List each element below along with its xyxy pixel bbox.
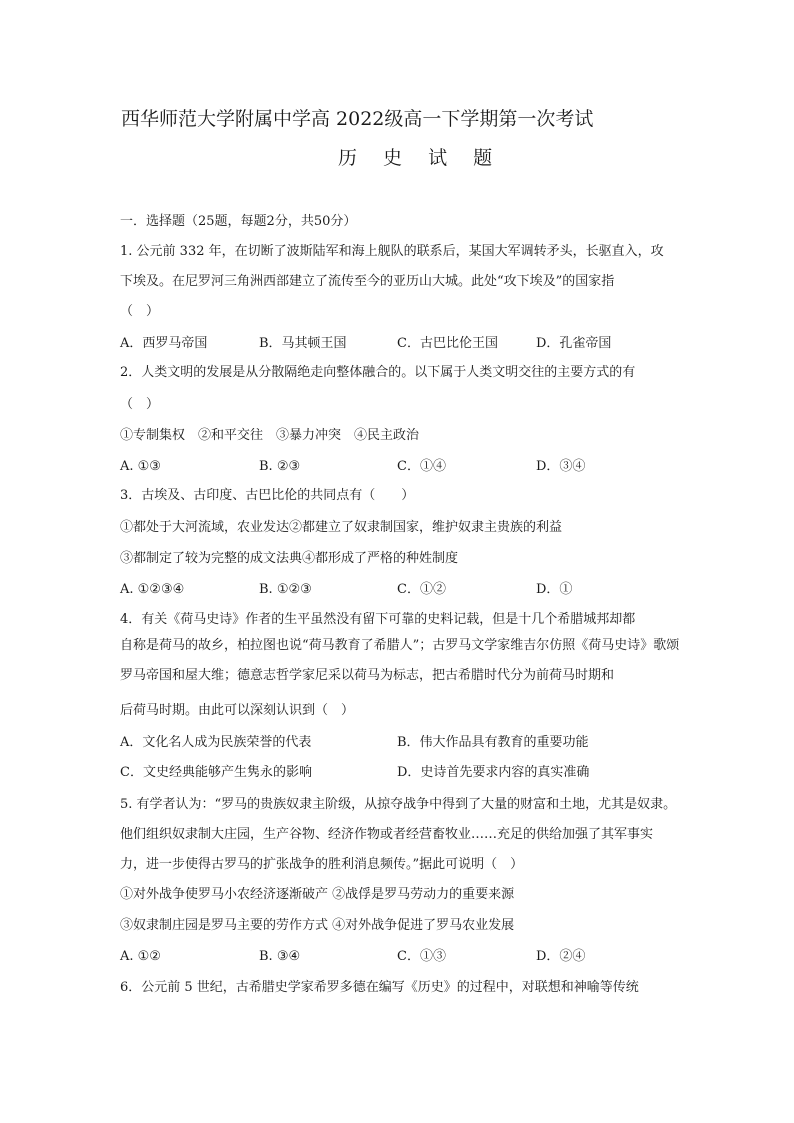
- question-text-line: 下埃及。在尼罗河三角洲西部建立了流传至今的亚历山大城。此处“攻下埃及”的国家指: [120, 274, 615, 289]
- option-b: B. ①②③: [259, 582, 312, 597]
- option-c: C．古巴比伦王国: [397, 336, 498, 351]
- question-text-line: 5. 有学者认为：“罗马的贵族奴隶主阶级，从掠夺战争中得到了大量的财富和土地，尤其是奴隶。: [120, 797, 677, 812]
- option-b: B．马其顿王国: [259, 336, 347, 351]
- option-d: D．③④: [536, 459, 586, 474]
- exam-title: 西华师范大学附属中学高 2022级高一下学期第一次考试: [121, 108, 594, 130]
- answer-blank: （ ）: [120, 304, 160, 319]
- answer-blank: （ ）: [120, 397, 160, 412]
- option-a: A．西罗马帝国: [120, 336, 208, 351]
- option-d: D．孔雀帝国: [536, 336, 612, 351]
- question-text-line: 他们组织奴隶制大庄园，生产谷物、经济作物或者经营畜牧业……充足的供给加强了其军事实: [120, 827, 654, 842]
- statement-list: ①对外战争使罗马小农经济逐渐破产 ②战俘是罗马劳动力的重要来源: [120, 887, 515, 902]
- question-text-line: 6．公元前 5 世纪，古希腊史学家希罗多德在编写《历史》的过程中，对联想和神喻等传统: [120, 980, 639, 995]
- option-b: B. ②③: [259, 459, 301, 474]
- option-c: C．文史经典能够产生隽永的影响: [120, 765, 312, 780]
- question-text-line: 后荷马时期。由此可以深刻认识到（ ）: [120, 703, 355, 718]
- question-text-line: 4．有关《荷马史诗》作者的生平虽然没有留下可靠的史料记载，但是十几个希腊城邦却都: [120, 612, 636, 627]
- question-text-line: 力，进一步使得古罗马的扩张战争的胜利消息频传。”据此可说明（ ）: [120, 857, 524, 872]
- section-heading: 一．选择题（25题，每题2分，共50分）: [120, 214, 357, 229]
- option-d: D．史诗首先要求内容的真实准确: [397, 765, 590, 780]
- option-b: B. ③④: [259, 949, 301, 964]
- exam-subject-title: 历 史 试 题: [338, 147, 503, 169]
- question-text-line: 自称是荷马的故乡，柏拉图也说“荷马教育了希腊人”；古罗马文学家维吉尔仿照《荷马史诗》歌颂: [120, 638, 680, 653]
- statement-list: ①都处于大河流域，农业发达②都建立了奴隶制国家，维护奴隶主贵族的利益: [120, 520, 563, 535]
- option-a: A. ①③: [120, 459, 161, 474]
- option-c: C．①③: [397, 949, 446, 964]
- option-c: C．①④: [397, 459, 446, 474]
- statement-list: ③奴隶制庄园是罗马主要的劳作方式 ④对外战争促进了罗马农业发展: [120, 918, 515, 933]
- question-text-line: 3．古埃及、古印度、古巴比伦的共同点有（ ）: [120, 488, 415, 503]
- question-text-line: 2．人类文明的发展是从分散隔绝走向整体融合的。以下属于人类文明交往的主要方式的有: [120, 365, 636, 380]
- option-a: A. ①②: [120, 949, 161, 964]
- statement-list: ①专制集权 ②和平交往 ③暴力冲突 ④民主政治: [120, 428, 420, 443]
- statement-list: ③都制定了较为完整的成文法典④都形成了严格的种姓制度: [120, 551, 459, 566]
- option-a: A. ①②③④: [120, 582, 185, 597]
- option-b: B．伟大作品具有教育的重要功能: [397, 735, 589, 750]
- option-c: C．①②: [397, 582, 446, 597]
- question-text-line: 罗马帝国和屋大维；德意志哲学家尼采以荷马为标志，把古希腊时代分为前荷马时期和: [120, 668, 615, 683]
- option-a: A．文化名人成为民族荣誉的代表: [120, 735, 312, 750]
- option-d: D．①: [536, 582, 573, 597]
- option-d: D．②④: [536, 949, 586, 964]
- question-text-line: 1. 公元前 332 年，在切断了波斯陆军和海上舰队的联系后，某国大军调转矛头，长驱直入，攻: [120, 244, 664, 259]
